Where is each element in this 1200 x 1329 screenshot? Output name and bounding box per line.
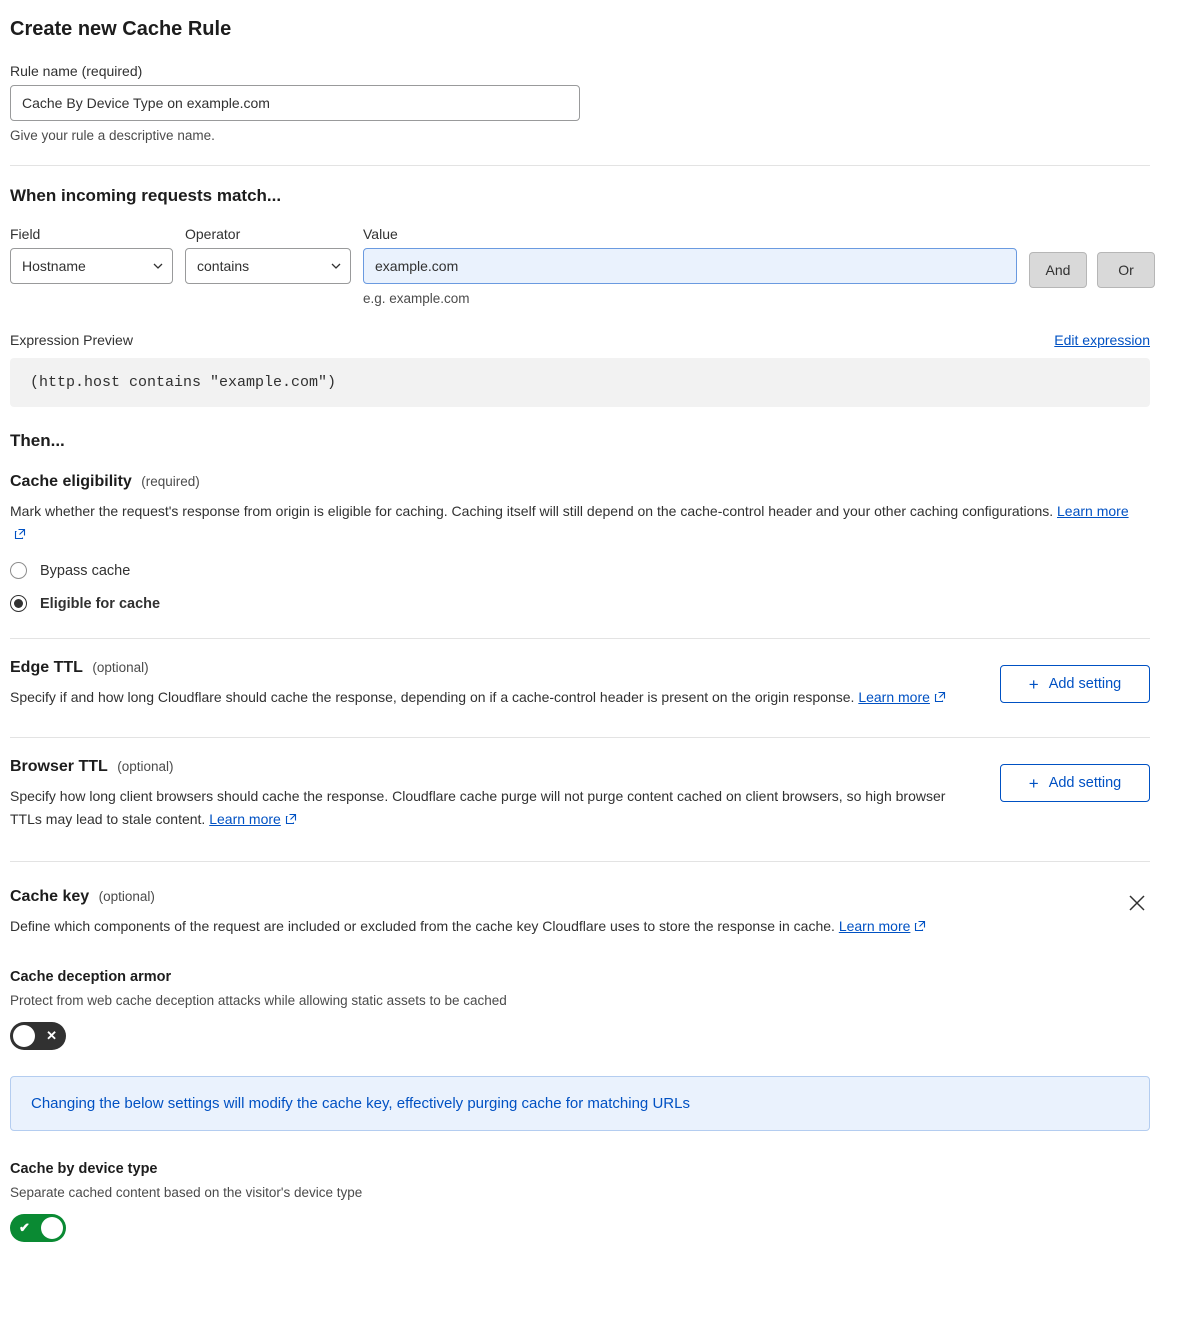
cache-key-description-text: Define which components of the request are included or excluded from the cache key Cloudflare uses to store the response in cache. bbox=[10, 918, 835, 935]
edge-ttl-add-setting-button[interactable] bbox=[1000, 665, 1150, 703]
browser-ttl-description bbox=[10, 785, 960, 831]
learn-more-link[interactable]: Learn more bbox=[1057, 503, 1129, 519]
cache-deception-armor-toggle[interactable] bbox=[10, 1022, 66, 1050]
radio-bypass-cache[interactable] bbox=[10, 562, 1150, 579]
plus-icon: + bbox=[1028, 773, 1039, 793]
cache-key-section bbox=[10, 888, 1150, 1241]
page-title: Create new Cache Rule bbox=[10, 18, 232, 40]
expression-header bbox=[10, 332, 1150, 348]
edge-ttl-title: Edge TTL bbox=[10, 659, 83, 677]
browser-ttl-tag: (optional) bbox=[117, 759, 174, 775]
radio-icon bbox=[10, 562, 27, 579]
cache-by-device-type-label: Cache by device type bbox=[10, 1160, 158, 1177]
divider-4 bbox=[10, 861, 1150, 862]
cache-by-device-type-description: Separate cached content based on the visitor's device type bbox=[10, 1184, 363, 1200]
expression-label: Expression Preview bbox=[10, 332, 133, 348]
radio-eligible-for-cache-label: Eligible for cache bbox=[40, 595, 161, 612]
cache-deception-armor-description: Protect from web cache deception attacks while allowing static assets to be cached bbox=[10, 992, 507, 1008]
value-input[interactable] bbox=[363, 248, 1017, 284]
cache-eligibility-description-text: Mark whether the request's response from origin is eligible for caching. Caching itself will still depend on the cache-control header and your other caching configurations. bbox=[10, 503, 1054, 519]
operator-select[interactable] bbox=[185, 248, 351, 284]
field-column bbox=[10, 226, 173, 284]
learn-more-link[interactable]: Learn more bbox=[209, 811, 281, 828]
cache-key-title: Cache key bbox=[10, 888, 90, 906]
field-select-value: Hostname bbox=[22, 258, 86, 274]
expression-preview: (http.host contains "example.com") bbox=[10, 358, 1150, 407]
toggle-knob bbox=[41, 1217, 63, 1239]
external-link-icon bbox=[914, 920, 926, 932]
cache-eligibility-description bbox=[10, 500, 1130, 546]
cache-eligibility-title: Cache eligibility bbox=[10, 473, 132, 490]
match-heading: When incoming requests match... bbox=[10, 186, 282, 205]
value-column bbox=[363, 226, 1017, 306]
rule-name-section bbox=[10, 63, 1150, 143]
edge-ttl-description-text: Specify if and how long Cloudflare should cache the response, depending on if a cache-control header is present on the origin response. bbox=[10, 689, 855, 706]
learn-more-link[interactable]: Learn more bbox=[838, 918, 911, 935]
divider-3 bbox=[10, 737, 1150, 738]
field-label: Field bbox=[10, 226, 41, 242]
cross-icon: ✕ bbox=[46, 1028, 57, 1044]
chevron-down-icon bbox=[153, 261, 163, 271]
cache-deception-armor-label: Cache deception armor bbox=[10, 968, 172, 985]
value-hint: e.g. example.com bbox=[363, 291, 470, 306]
toggle-knob bbox=[13, 1025, 35, 1047]
operator-select-value: contains bbox=[197, 258, 250, 274]
edge-ttl-description bbox=[10, 686, 970, 709]
or-button[interactable]: Or bbox=[1097, 252, 1155, 288]
rule-name-label: Rule name (required) bbox=[10, 63, 143, 79]
cache-key-tag: (optional) bbox=[98, 889, 155, 905]
cache-eligibility-section bbox=[10, 473, 1150, 612]
browser-ttl-title: Browser TTL bbox=[10, 758, 108, 776]
cache-by-device-type-toggle[interactable] bbox=[10, 1214, 66, 1242]
edge-ttl-add-setting-label: Add setting bbox=[1048, 676, 1122, 693]
browser-ttl-description-text: Specify how long client browsers should cache the response. Cloudflare cache purge will not purge content cached on client browsers, so high browser TTLs may lead to stale content. bbox=[10, 788, 946, 828]
browser-ttl-section bbox=[10, 758, 1150, 831]
learn-more-link[interactable]: Learn more bbox=[858, 689, 930, 706]
browser-ttl-add-setting-button[interactable] bbox=[1000, 764, 1150, 802]
radio-eligible-for-cache[interactable] bbox=[10, 595, 1150, 612]
cache-eligibility-tag: (required) bbox=[141, 474, 200, 489]
edge-ttl-tag: (optional) bbox=[92, 660, 149, 676]
close-icon[interactable] bbox=[1126, 892, 1148, 914]
field-select[interactable] bbox=[10, 248, 173, 284]
edge-ttl-section bbox=[10, 659, 1150, 709]
value-label: Value bbox=[363, 226, 398, 242]
logic-buttons bbox=[1029, 226, 1155, 288]
plus-icon: + bbox=[1028, 674, 1039, 694]
edit-expression-link[interactable]: Edit expression bbox=[1054, 332, 1150, 348]
cache-key-notice: Changing the below settings will modify the cache key, effectively purging cache for matching URLs bbox=[10, 1076, 1150, 1131]
divider-2 bbox=[10, 638, 1150, 639]
operator-label: Operator bbox=[185, 226, 241, 242]
operator-column bbox=[185, 226, 351, 284]
and-button[interactable]: And bbox=[1029, 252, 1087, 288]
browser-ttl-add-setting-label: Add setting bbox=[1048, 775, 1122, 792]
radio-bypass-cache-label: Bypass cache bbox=[40, 562, 131, 579]
external-link-icon bbox=[285, 813, 297, 825]
rule-name-help: Give your rule a descriptive name. bbox=[10, 128, 215, 143]
divider-1 bbox=[10, 165, 1150, 166]
chevron-down-icon bbox=[331, 261, 341, 271]
then-heading: Then... bbox=[10, 431, 65, 450]
match-row bbox=[10, 226, 1150, 306]
cache-key-description bbox=[10, 915, 1010, 938]
check-icon: ✔ bbox=[19, 1220, 30, 1236]
external-link-icon bbox=[14, 528, 26, 540]
rule-name-input[interactable] bbox=[10, 85, 580, 121]
radio-selected-icon bbox=[10, 595, 27, 612]
external-link-icon bbox=[934, 691, 946, 703]
